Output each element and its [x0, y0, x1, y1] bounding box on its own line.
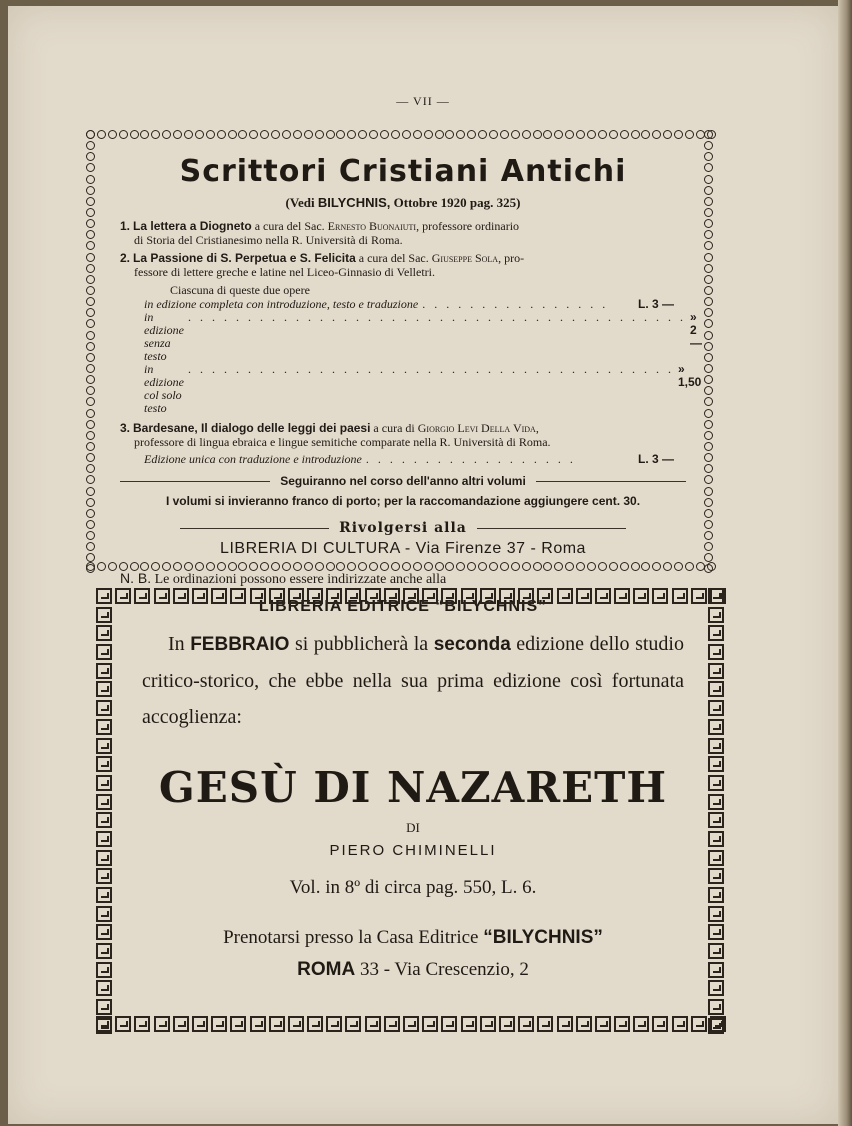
meander-ornament [154, 1016, 170, 1032]
ring-ornament [704, 464, 713, 473]
ring-ornament [151, 130, 160, 139]
meander-ornament [96, 831, 112, 847]
meander-ornament [672, 588, 688, 604]
ring-ornament [598, 130, 607, 139]
meander-ornament [115, 588, 131, 604]
ring-ornament [86, 286, 95, 295]
ring-ornament [704, 475, 713, 484]
ring-ornament [304, 130, 313, 139]
ring-ornament [478, 130, 487, 139]
meander-ornament [96, 999, 112, 1015]
ring-ornament [704, 152, 713, 161]
meander-ornament [96, 887, 112, 903]
ring-ornament [249, 130, 258, 139]
meander-ornament [96, 719, 112, 735]
ring-ornament [86, 297, 95, 306]
ring-border-left [86, 130, 98, 574]
ring-ornament [704, 319, 713, 328]
ring-ornament [543, 130, 552, 139]
ring-ornament [358, 130, 367, 139]
ring-ornament [206, 130, 215, 139]
book-item-3: 3. Bardesane, Il dialogo delle leggi dei paesi a cura di Giorgio Levi Della Vida, professore di lingua ebraica e lingue semitiche comparate nella R. Università di Roma. [120, 421, 551, 449]
meander-ornament [708, 943, 724, 959]
meander-ornament [557, 588, 573, 604]
ring-ornament [704, 342, 713, 351]
volume-info: Vol. in 8º di circa pag. 550, L. 6. [289, 877, 537, 898]
meander-ornament [250, 1016, 266, 1032]
price-line-3: in edizione col solo testo . . . . . . . . . . . . . . . . . . . . . . . . . . . . . . . . . . . . . . . . . » 1,50 [144, 362, 702, 415]
meander-ornament [461, 588, 477, 604]
ad2-content [142, 626, 684, 1004]
meander-ornament [326, 588, 342, 604]
ring-ornament [704, 230, 713, 239]
ring-ornament [704, 553, 713, 562]
ring-ornament [674, 130, 683, 139]
ring-ornament [86, 353, 95, 362]
shipping-note: I volumi si invieranno franco di porto; per la raccomandazione aggiungere cent. 30. [165, 494, 641, 508]
meander-ornament [230, 1016, 246, 1032]
nb-note: N. B. Le ordinazioni possono essere indirizzate anche alla [120, 570, 447, 587]
meander-ornament [708, 906, 724, 922]
meander-ornament [96, 700, 112, 716]
ring-ornament [86, 487, 95, 496]
ring-ornament [97, 130, 106, 139]
contact-row: Rivolgersi alla [120, 520, 686, 536]
meander-ornament [708, 738, 724, 754]
ring-ornament [86, 553, 95, 562]
ring-ornament [86, 520, 95, 529]
ring-ornament [467, 130, 476, 139]
ring-ornament [704, 498, 713, 507]
meander-ornament [288, 588, 304, 604]
ring-ornament [500, 130, 509, 139]
ring-ornament [228, 130, 237, 139]
ring-ornament [704, 208, 713, 217]
ring-ornament [445, 130, 454, 139]
ring-ornament [704, 409, 713, 418]
meander-ornament [96, 738, 112, 754]
ring-ornament [704, 308, 713, 317]
meander-ornament [96, 943, 112, 959]
meander-ornament [480, 588, 496, 604]
ring-ornament [86, 241, 95, 250]
price-line-item3: Edizione unica con traduzione e introduzione . . . . . . . . . . . . . . . . . . L. 3 — [144, 452, 675, 466]
meander-ornament [96, 663, 112, 679]
meander-ornament [96, 607, 112, 623]
meander-ornament [576, 1016, 592, 1032]
ring-ornament [86, 208, 95, 217]
by-label: DI [406, 820, 420, 835]
ring-ornament [522, 130, 531, 139]
meander-ornament [708, 756, 724, 772]
ring-ornament [704, 442, 713, 451]
ring-ornament [554, 130, 563, 139]
ring-ornament [97, 562, 106, 571]
ring-ornament [86, 442, 95, 451]
meander-ornament [691, 588, 707, 604]
ring-ornament [424, 130, 433, 139]
meander-ornament [134, 588, 150, 604]
ring-ornament [704, 141, 713, 150]
publisher-address: ROMA 33 - Via Crescenzio, 2 [297, 959, 529, 980]
meander-ornament [307, 588, 323, 604]
ring-ornament [108, 562, 117, 571]
meander-ornament [307, 1016, 323, 1032]
meander-ornament [96, 644, 112, 660]
ring-ornament [456, 130, 465, 139]
ring-ornament [652, 130, 661, 139]
ring-ornament [576, 130, 585, 139]
meander-ornament [441, 1016, 457, 1032]
meander-ornament [576, 588, 592, 604]
meander-ornament [154, 588, 170, 604]
book-title: GESÙ DI NAZARETH [158, 763, 668, 812]
ring-ornament [86, 364, 95, 373]
meander-ornament [708, 962, 724, 978]
ring-ornament [609, 130, 618, 139]
meander-ornament [441, 588, 457, 604]
page-edge [838, 0, 852, 1126]
meander-ornament [557, 1016, 573, 1032]
meander-ornament [365, 1016, 381, 1032]
ring-ornament [86, 498, 95, 507]
meander-ornament [708, 775, 724, 791]
ring-ornament [704, 130, 713, 139]
meander-ornament [269, 588, 285, 604]
meander-ornament [134, 1016, 150, 1032]
meander-ornament [499, 588, 515, 604]
meander-ornament [115, 1016, 131, 1032]
ring-ornament [704, 509, 713, 518]
meander-ornament [384, 588, 400, 604]
ring-ornament [162, 130, 171, 139]
ring-ornament [86, 375, 95, 384]
meander-ornament [288, 1016, 304, 1032]
meander-border-left [96, 588, 114, 1034]
meander-ornament [96, 775, 112, 791]
ring-ornament [704, 531, 713, 540]
meander-border-bottom [96, 1016, 726, 1034]
ring-ornament [238, 130, 247, 139]
meander-ornament [708, 719, 724, 735]
meander-ornament [708, 625, 724, 641]
ring-ornament [685, 562, 694, 571]
meander-ornament [211, 1016, 227, 1032]
meander-ornament [96, 588, 112, 604]
ring-ornament [704, 253, 713, 262]
meander-ornament [708, 812, 724, 828]
meander-ornament [518, 1016, 534, 1032]
ring-ornament [685, 130, 694, 139]
price-line-2: in edizione senza testo . . . . . . . . . . . . . . . . . . . . . . . . . . . . . . . . . . . . . . . . . . » 2 — [144, 310, 702, 363]
meander-ornament [499, 1016, 515, 1032]
ring-ornament [641, 130, 650, 139]
ring-ornament [271, 130, 280, 139]
meander-ornament [633, 1016, 649, 1032]
ring-ornament [86, 464, 95, 473]
meander-ornament [691, 1016, 707, 1032]
ring-ornament [86, 264, 95, 273]
ring-ornament [704, 542, 713, 551]
ring-ornament [704, 375, 713, 384]
ring-ornament [704, 275, 713, 284]
ring-ornament [140, 130, 149, 139]
meander-ornament [96, 850, 112, 866]
meander-ornament [461, 1016, 477, 1032]
meander-ornament [96, 962, 112, 978]
ring-ornament [86, 319, 95, 328]
meander-ornament [708, 999, 724, 1015]
meander-ornament [192, 588, 208, 604]
meander-ornament [96, 1018, 112, 1034]
ring-ornament [704, 364, 713, 373]
library-editrice: LIBRERIA EDITRICE “BILYCHNIS” [258, 598, 548, 615]
meander-ornament [250, 588, 266, 604]
ring-ornament [86, 219, 95, 228]
more-volumes-row: Seguiranno nel corso dell'anno altri volumi [120, 474, 686, 488]
ring-ornament [435, 130, 444, 139]
ring-ornament [336, 130, 345, 139]
ring-ornament [86, 453, 95, 462]
ring-ornament [86, 141, 95, 150]
ring-ornament [326, 130, 335, 139]
ring-ornament [86, 130, 95, 139]
ring-ornament [587, 130, 596, 139]
both-works-note: Ciascuna di queste due opere [170, 283, 310, 297]
ring-ornament [704, 186, 713, 195]
ring-ornament [217, 130, 226, 139]
ad2-intro: In FEBBRAIO si pubblicherà la seconda edizione dello studio critico-storico, che ebbe nella sua prima edizione così fortunata accoglienza: [142, 633, 684, 728]
meander-ornament [96, 812, 112, 828]
meander-ornament [708, 868, 724, 884]
meander-ornament [708, 681, 724, 697]
price-line-1: in edizione completa con introduzione, testo e traduzione . . . . . . . . . . . . . . . . L. 3 — [144, 297, 675, 311]
meander-border-top [96, 588, 726, 606]
ring-ornament [369, 130, 378, 139]
ring-ornament [565, 130, 574, 139]
meander-ornament [422, 1016, 438, 1032]
meander-ornament [708, 588, 724, 604]
meander-ornament [96, 794, 112, 810]
ad1-subtitle: (Vedi BILYCHNIS, Ottobre 1920 pag. 325) [285, 195, 521, 210]
meander-ornament [96, 756, 112, 772]
ring-ornament [704, 353, 713, 362]
ring-ornament [704, 264, 713, 273]
meander-ornament [480, 1016, 496, 1032]
meander-ornament [384, 1016, 400, 1032]
meander-ornament [230, 588, 246, 604]
ring-ornament [511, 130, 520, 139]
meander-ornament [633, 588, 649, 604]
ring-ornament [86, 186, 95, 195]
ring-ornament [119, 130, 128, 139]
book-item-1: 1. La lettera a Diogneto a cura del Sac. Ernesto Buonaiuti, professore ordinario di Storia del Cristianesimo nella R. Università di Roma. [120, 219, 520, 247]
meander-ornament [192, 1016, 208, 1032]
order-info: Prenotarsi presso la Casa Editrice “BILYCHNIS” [223, 927, 603, 948]
page-number: — VII — [396, 94, 450, 108]
ring-ornament [260, 130, 269, 139]
ring-ornament [704, 175, 713, 184]
meander-ornament [708, 663, 724, 679]
meander-ornament [96, 924, 112, 940]
ring-ornament [489, 130, 498, 139]
book-item-2: 2. La Passione di S. Perpetua e S. Felicita a cura del Sac. Giuseppe Sola, pro- fessore di lettere greche e latine nel Liceo-Ginnasio di Velletri. [120, 251, 525, 279]
ring-ornament [86, 564, 95, 573]
ring-ornament [704, 431, 713, 440]
meander-ornament [96, 681, 112, 697]
ring-ornament [282, 130, 291, 139]
meander-ornament [614, 588, 630, 604]
ring-ornament [86, 409, 95, 418]
ring-ornament [86, 531, 95, 540]
ring-ornament [86, 542, 95, 551]
meander-ornament [708, 794, 724, 810]
meander-ornament [403, 588, 419, 604]
ring-ornament [86, 230, 95, 239]
ring-ornament [704, 487, 713, 496]
ring-ornament [402, 130, 411, 139]
ring-ornament [86, 475, 95, 484]
meander-ornament [96, 625, 112, 641]
ring-ornament [704, 197, 713, 206]
ring-ornament [86, 175, 95, 184]
meander-ornament [708, 980, 724, 996]
meander-ornament [537, 588, 553, 604]
meander-ornament [708, 644, 724, 660]
ad-gesu-di-nazareth [96, 588, 726, 1034]
meander-ornament [326, 1016, 342, 1032]
ring-ornament [86, 163, 95, 172]
ring-ornament [86, 420, 95, 429]
meander-ornament [652, 1016, 668, 1032]
meander-ornament [652, 588, 668, 604]
ring-ornament [620, 130, 629, 139]
meander-ornament [403, 1016, 419, 1032]
meander-border-right [708, 588, 726, 1034]
ring-ornament [173, 130, 182, 139]
meander-ornament [708, 1018, 724, 1034]
meander-ornament [518, 588, 534, 604]
ring-ornament [293, 130, 302, 139]
ring-ornament [86, 253, 95, 262]
ring-ornament [391, 130, 400, 139]
ad-scrittori-cristiani [86, 130, 716, 615]
ad1-title: Scrittori Cristiani Antichi [179, 154, 627, 189]
ring-border-right [704, 130, 716, 574]
ring-ornament [86, 509, 95, 518]
meander-ornament [595, 1016, 611, 1032]
ring-ornament [86, 308, 95, 317]
meander-ornament [96, 868, 112, 884]
ring-ornament [704, 386, 713, 395]
meander-ornament [345, 1016, 361, 1032]
ring-ornament [195, 130, 204, 139]
meander-ornament [708, 887, 724, 903]
meander-ornament [173, 1016, 189, 1032]
ring-ornament [413, 130, 422, 139]
meander-ornament [595, 588, 611, 604]
meander-ornament [614, 1016, 630, 1032]
book-author: PIERO CHIMINELLI [329, 842, 497, 859]
ring-ornament [86, 331, 95, 340]
ad1-content [120, 148, 702, 615]
ring-ornament [704, 286, 713, 295]
meander-ornament [708, 607, 724, 623]
ring-ornament [347, 130, 356, 139]
ring-ornament [704, 163, 713, 172]
ring-ornament [130, 130, 139, 139]
meander-ornament [269, 1016, 285, 1032]
ring-ornament [86, 342, 95, 351]
ring-ornament [86, 397, 95, 406]
ring-ornament [315, 130, 324, 139]
meander-ornament [672, 1016, 688, 1032]
meander-ornament [422, 588, 438, 604]
meander-ornament [211, 588, 227, 604]
meander-ornament [708, 924, 724, 940]
page-sheet [8, 6, 838, 1124]
ring-ornament [704, 241, 713, 250]
meander-ornament [708, 831, 724, 847]
ring-ornament [704, 219, 713, 228]
meander-ornament [96, 906, 112, 922]
ring-ornament [704, 397, 713, 406]
ring-ornament [184, 130, 193, 139]
meander-ornament [173, 588, 189, 604]
ring-border-top [86, 130, 716, 142]
ring-ornament [704, 331, 713, 340]
ring-ornament [86, 152, 95, 161]
ring-ornament [663, 130, 672, 139]
meander-ornament [708, 700, 724, 716]
meander-ornament [96, 980, 112, 996]
ring-ornament [704, 520, 713, 529]
ring-ornament [704, 564, 713, 573]
meander-ornament [365, 588, 381, 604]
ring-ornament [704, 453, 713, 462]
meander-ornament [537, 1016, 553, 1032]
ring-ornament [533, 130, 542, 139]
ring-ornament [108, 130, 117, 139]
meander-ornament [708, 850, 724, 866]
ring-ornament [86, 431, 95, 440]
ring-ornament [380, 130, 389, 139]
library-address: LIBRERIA DI CULTURA - Via Firenze 37 - Roma [220, 540, 586, 557]
ring-ornament [704, 420, 713, 429]
ring-ornament [704, 297, 713, 306]
meander-ornament [345, 588, 361, 604]
ring-ornament [86, 386, 95, 395]
ring-ornament [86, 197, 95, 206]
ring-ornament [86, 275, 95, 284]
ring-ornament [631, 130, 640, 139]
